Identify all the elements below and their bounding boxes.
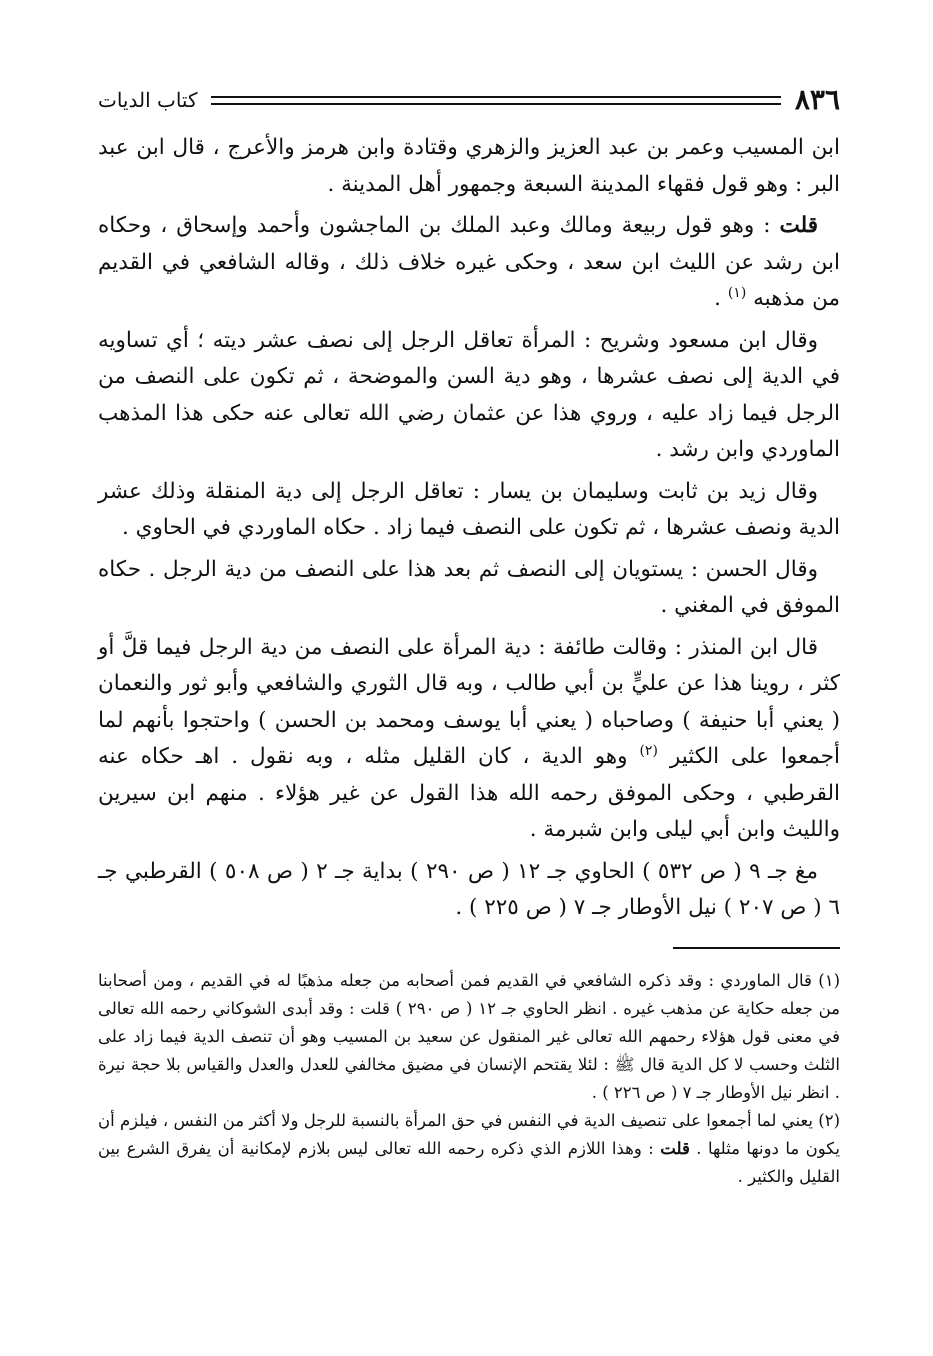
references-paragraph: مغ جـ ٩ ( ص ٥٣٢ ) الحاوي جـ ١٢ ( ص ٢٩٠ ) بداية جـ ٢ ( ص ٥٠٨ ) القرطبي جـ ٦ ( ص ٢٠٧ ) نيل الأوطار جـ ٧ ( ص ٢٢٥ ) .: [98, 858, 840, 920]
paragraph-text: قال ابن المنذر : وقالت طائفة : دية المرأة على النصف من دية الرجل فيما قلَّ أو كثر ، روينا هذا عن عليٍّ بن أبي طالب ، وبه قال الثوري والشافعي وأبو ثور والنعمان ( يعني أبا حنيفة ) وصاحباه ( يعني أبا يوسف ومحمد بن الحسن ) واحتجوا بأنهم لما أجمعوا على الكثير: [98, 634, 840, 769]
running-header: [98, 82, 840, 118]
book-page: [98, 82, 840, 1322]
paragraph: وقال الحسن : يستويان إلى النصف ثم بعد هذا على النصف من دية الرجل . حكاه الموفق في المغني .: [98, 556, 840, 618]
footnote-1: (١) قال الماوردي : وقد ذكره الشافعي في القديم فمن أصحابه من جعله مذهبًا له في القديم ، ومن أصحابنا من جعله حكاية عن مذهب غيره . انظر الحاوي جـ ١٢ ( ص ٢٩٠ ) قلت : وقد أبدى الشوكاني رحمه الله تعالى في معنى قول هؤلاء رحمهم الله تعالى غير المنقول عن سعيد بن المسيب وهو أن تنصف الدية فيما زاد على الثلث وحسب لا كل الدية قال ﷺ : لئلا يقتحم الإنسان في مضيق مخالفي للعدل والعدل والقياس بلا حجة نيرة . انظر نيل الأوطار جـ ٧ ( ص ٢٢٦ ) .: [98, 970, 841, 1102]
paragraph: [98, 630, 840, 849]
paragraph: [98, 208, 840, 318]
paragraph: وقال زيد بن ثابت وسليمان بن يسار : تعاقل الرجل إلى دية المنقلة وذلك عشر الدية ونصف عشرها ، ثم تكون على النصف فيما زاد . حكاه الماوردي في الحاوي .: [98, 478, 840, 540]
footnote-ref-2[interactable]: (٢): [639, 742, 658, 759]
book-title: كتاب الديات: [98, 88, 198, 112]
header-rule: [211, 96, 780, 105]
footnotes: [98, 967, 840, 1191]
qultu-label: قلت: [660, 1138, 690, 1158]
main-text: [98, 130, 840, 927]
paragraph-tail: وهو الدية ، كان القليل مثله ، وبه نقول . اهـ حكاه عنه القرطبي ، وحكى الموفق رحمه الله هذا القول عن غير هؤلاء . منهم ابن سيرين والليث وابن أبي ليلى وابن شبرمة .: [98, 744, 840, 842]
footnote-ref-1[interactable]: (١): [727, 284, 747, 301]
paragraph: ابن المسيب وعمر بن عبد العزيز والزهري وقتادة وابن هرمز والأعرج ، قال ابن عبد البر : وهو قول فقهاء المدينة السبعة وجمهور أهل المدينة .: [98, 135, 840, 197]
paragraph: وقال ابن مسعود وشريح : المرأة تعاقل الرجل إلى نصف عشر ديته ؛ أي تساويه في الدية إلى نصف عشرها ، وهو دية السن والموضحة ، ثم تكون على النصف من الرجل فيما زاد عليه ، وروي هذا عن عثمان رضي الله تعالى عنه حكى هذا المذهب الماوردي وابن رشد .: [98, 327, 840, 462]
qultu-label: قلت: [779, 213, 818, 238]
paragraph-text: : وهو قول ربيعة ومالك وعبد الملك بن الماجشون وأحمد وإسحاق ، وحكاه ابن رشد عن الليث ابن سعد ، وحكى غيره خلاف ذلك ، وقاله الشافعي في القديم من مذهبه: [98, 213, 840, 311]
footnote-text: : وهذا اللازم الذي ذكره رحمه الله تعالى ليس بلازم لإمكانية أن يفرق الشرع بين القليل والكثير .: [98, 1138, 840, 1186]
footnote-text: (٢) يعني لما أجمعوا على تنصيف الدية في النفس في حق المرأة بالنسبة للرجل ولا أكثر من النفس ، فيلزم أن يكون ما دونها مثلها .: [98, 1110, 841, 1158]
page-number: ٨٣٦: [794, 83, 840, 116]
footnote-separator: [673, 947, 840, 949]
footnote-2: [98, 1107, 840, 1191]
paragraph-tail: .: [714, 286, 728, 311]
